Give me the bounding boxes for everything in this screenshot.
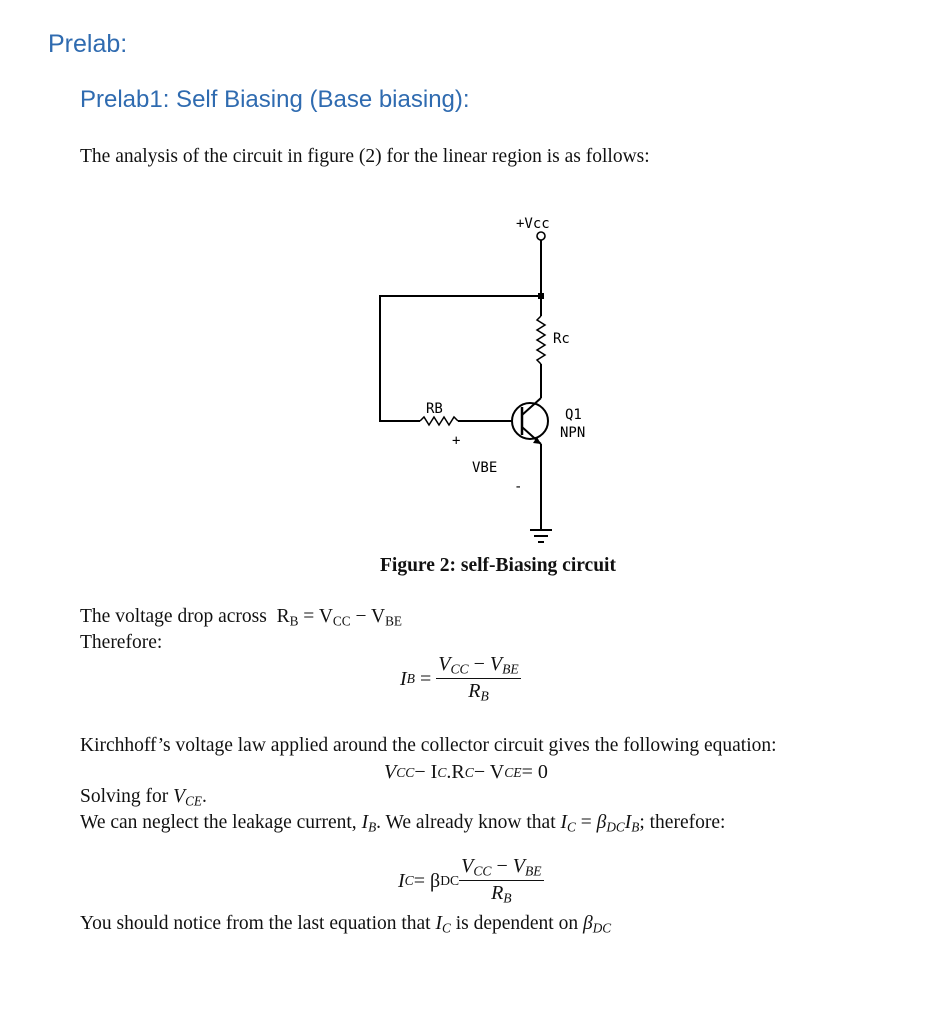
vbe-minus: - <box>514 479 523 495</box>
rb-label: RB <box>426 401 443 417</box>
vbe-label: VBE <box>472 460 498 476</box>
rc-resistor <box>537 316 545 364</box>
solving-text: Solving for $V_{CE}$. <box>80 786 207 809</box>
voltage-drop-line: The voltage drop across $R_B = V_{CC} - V_{BE}$ <box>80 606 403 629</box>
neglect-text: We can neglect the leakage current, $I_B$. We already know that $I_C = \beta_{DC}I_B$; therefore: <box>80 812 726 835</box>
npn-label: NPN <box>560 425 586 441</box>
prelab1-heading: Prelab1: Self Biasing (Base biasing): <box>80 86 470 113</box>
therefore-text: Therefore: <box>80 632 163 653</box>
prelab-heading: Prelab: <box>48 30 128 58</box>
rb-resistor <box>420 417 458 425</box>
ic-equation: I C = β DC $\frac{V_{CC} - V_{BE}}{R_B}$ <box>398 855 542 906</box>
figure-caption: Figure 2: self-Biasing circuit <box>380 555 616 576</box>
feedback-wire <box>380 296 541 421</box>
ib-equation: I B = $\frac{V_{CC} - V_{BE}}{R_B}$ <box>400 653 519 704</box>
rc-label: Rc <box>553 331 570 347</box>
vcc-terminal <box>537 232 545 240</box>
q1-label: Q1 <box>565 407 582 423</box>
kvl-equation: V CC − I C .R C − V CE = 0 <box>384 761 548 783</box>
vbe-plus: + <box>452 433 461 449</box>
intro-text: The analysis of the circuit in figure (2) for the linear region is as follows: <box>80 146 650 167</box>
kvl-text: Kirchhoff’s voltage law applied around the collector circuit gives the following equation: <box>80 735 777 756</box>
vcc-label: +Vcc <box>516 216 550 232</box>
notice-text: You should notice from the last equation that $I_C$ is dependent on $\beta_{DC}$ <box>80 913 612 936</box>
